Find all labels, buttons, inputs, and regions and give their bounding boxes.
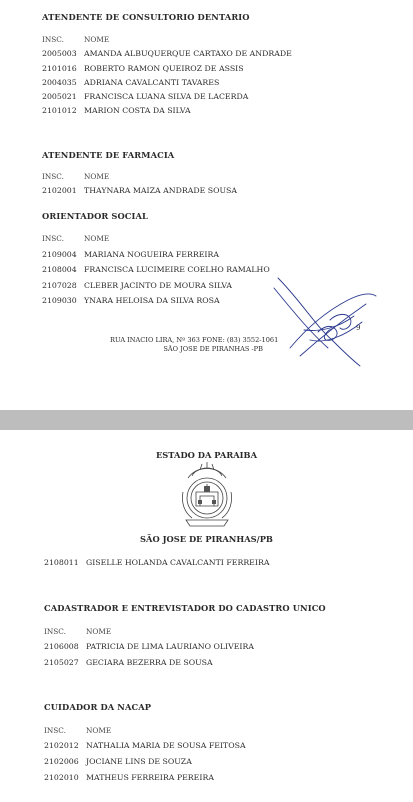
table-row [42,92,248,101]
footer-city-line: SÃO JOSE DE PIRANHAS -PB [163,345,263,353]
inscription-code: 2109004 [42,250,77,259]
column-insc-header: INSC. [42,172,64,181]
inscription-code: 2105027 [44,658,79,667]
table-row [42,49,292,58]
candidate-name: ADRIANA CAVALCANTI TAVARES [84,78,220,87]
candidate-name: MATHEUS FERREIRA PEREIRA [86,773,214,782]
table-row [44,642,254,651]
column-nome-header: NOME [86,627,112,636]
candidate-name: FRANCISCA LUANA SILVA DE LACERDA [84,92,249,101]
inscription-code: 2102001 [42,186,77,195]
column-nome-header: NOME [86,726,112,735]
page-separator [0,410,413,430]
table-row [44,757,192,766]
inscription-code: 2101016 [42,64,77,73]
coat-of-arms-seal [178,462,236,528]
column-insc-header: INSC. [44,627,66,636]
state-title: ESTADO DA PARAIBA [155,450,258,460]
table-row [44,558,269,567]
candidate-name: GISELLE HOLANDA CAVALCANTI FERREIRA [86,558,270,567]
handwritten-signature [270,270,380,370]
table-row [42,106,191,115]
table-row [42,281,232,290]
inscription-code: 2108004 [42,265,77,274]
section-heading-dentario: ATENDENTE DE CONSULTORIO DENTARIO [42,12,250,22]
table-row [42,265,270,274]
candidate-name: JOCIANE LINS DE SOUZA [86,757,192,766]
section-heading-cuidador: CUIDADOR DA NACAP [44,702,152,712]
column-nome-header: NOME [84,234,110,243]
table-row [44,773,214,782]
page-number: 9 [356,324,361,332]
candidate-name: CLEBER JACINTO DE MOURA SILVA [84,281,233,290]
table-row [44,741,246,750]
candidate-name: MARIANA NOGUEIRA FERREIRA [84,250,220,259]
column-nome-header: NOME [84,35,110,44]
inscription-code: 2005021 [42,92,77,101]
city-title: SÃO JOSE DE PIRANHAS/PB [140,534,273,544]
section-heading-orientador: ORIENTADOR SOCIAL [42,211,148,221]
column-nome-header: NOME [84,172,110,181]
inscription-code: 2102010 [44,773,79,782]
section-heading-farmacia: ATENDENTE DE FARMACIA [42,150,175,160]
candidate-name: FRANCISCA LUCIMEIRE COELHO RAMALHO [84,265,270,274]
candidate-name: AMANDA ALBUQUERQUE CARTAXO DE ANDRADE [84,49,292,58]
footer-address [110,336,278,354]
inscription-code: 2109030 [42,296,77,305]
inscription-code: 2108011 [44,558,79,567]
document-page-2 [0,430,413,802]
table-row [42,186,237,195]
candidate-name: YNARA HELOISA DA SILVA ROSA [84,296,220,305]
inscription-code: 2102012 [44,741,79,750]
inscription-code: 2107028 [42,281,77,290]
table-row [44,658,213,667]
column-insc-header: INSC. [42,35,64,44]
candidate-name: PATRICIA DE LIMA LAURIANO OLIVEIRA [86,642,255,651]
candidate-name: ROBERTO RAMON QUEIROZ DE ASSIS [84,64,244,73]
candidate-name: THAYNARA MAIZA ANDRADE SOUSA [84,186,238,195]
inscription-code: 2102006 [44,757,79,766]
candidate-name: MARION COSTA DA SILVA [84,106,191,115]
table-row [42,250,219,259]
column-insc-header: INSC. [44,726,66,735]
table-row [42,78,219,87]
table-row [42,296,220,305]
inscription-code: 2106008 [44,642,79,651]
inscription-code: 2005003 [42,49,77,58]
candidate-name: NATHALIA MARIA DE SOUSA FEITOSA [86,741,246,750]
column-insc-header: INSC. [42,234,64,243]
table-row [42,64,244,73]
inscription-code: 2101012 [42,106,77,115]
inscription-code: 2004035 [42,78,77,87]
footer-address-line: RUA INACIO LIRA, Nº 363 FONE: (83) 3552-1061 [110,336,279,344]
candidate-name: GECIARA BEZERRA DE SOUSA [86,658,213,667]
section-heading-cadastrador: CADASTRADOR E ENTREVISTADOR DO CADASTRO UNICO [44,603,326,613]
